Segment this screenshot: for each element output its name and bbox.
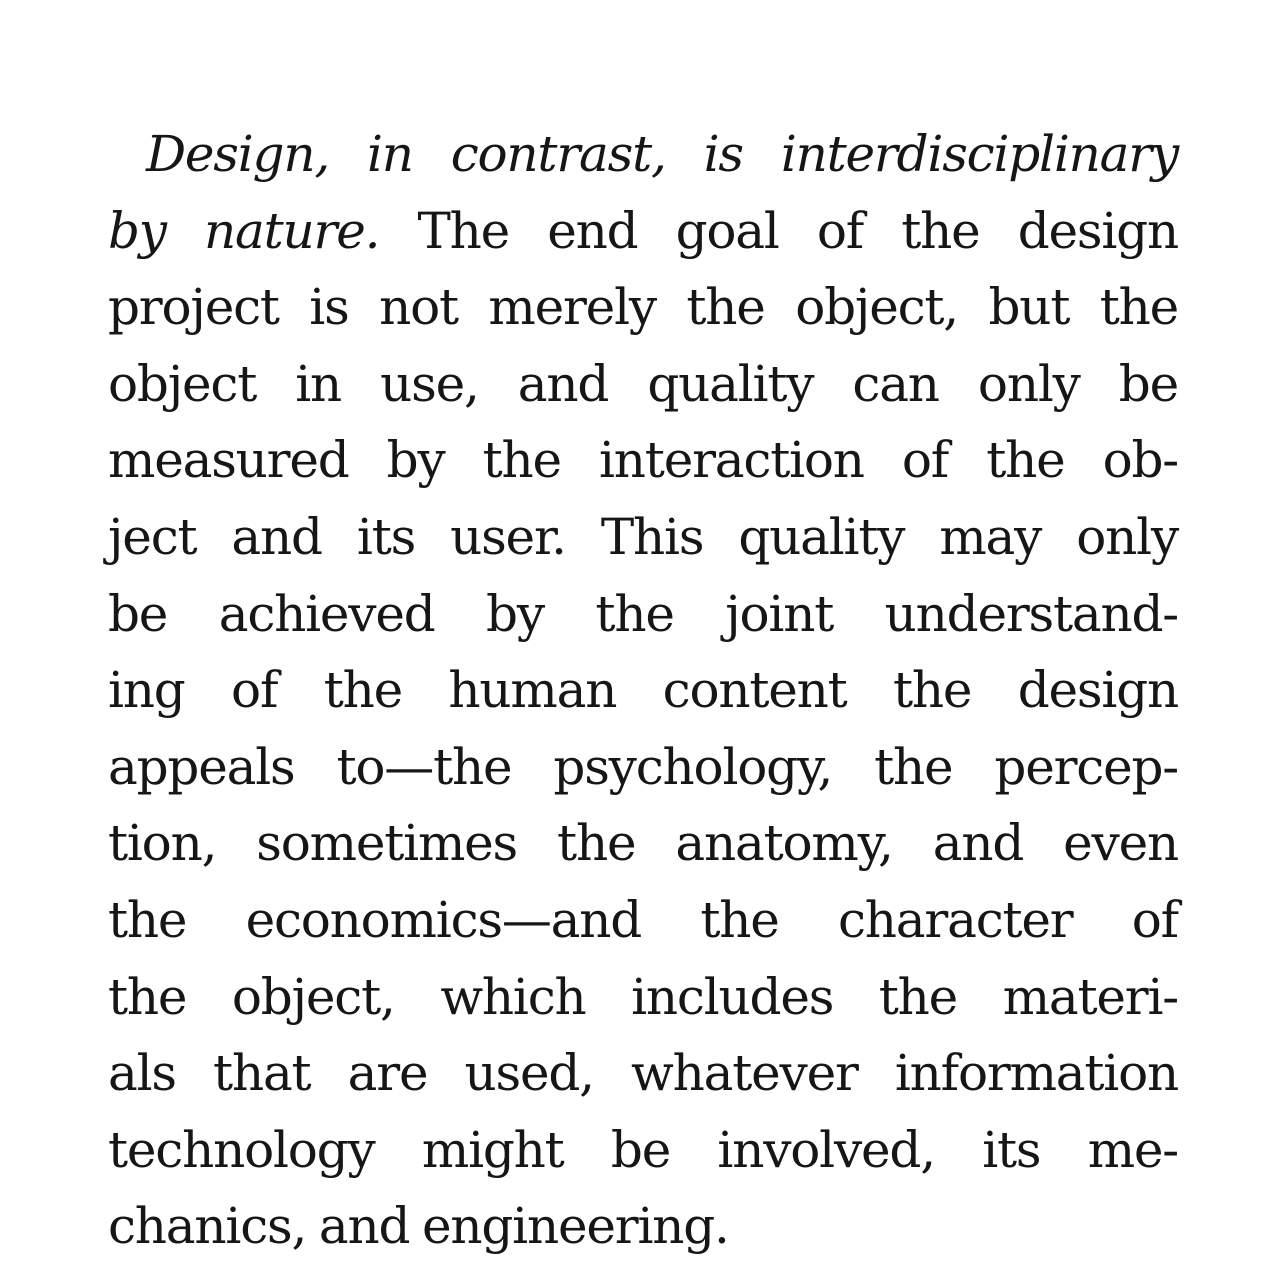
body-text: technology might be involved, its me- bbox=[108, 1120, 1178, 1179]
body-text: the economics—and the character of bbox=[108, 890, 1178, 949]
body-text: ing of the human content the design bbox=[108, 661, 1178, 720]
text-line-14 bbox=[108, 1112, 1178, 1189]
body-text: appeals to—the psychology, the percep- bbox=[108, 737, 1178, 796]
text-line-15 bbox=[108, 1188, 1178, 1265]
text-line-10 bbox=[108, 805, 1178, 882]
text-line-4 bbox=[108, 346, 1178, 423]
text-line-5 bbox=[108, 422, 1178, 499]
body-text: project is not merely the object, but the bbox=[108, 278, 1178, 337]
text-line-8 bbox=[108, 652, 1178, 729]
text-line-7 bbox=[108, 576, 1178, 653]
body-text: chanics, and engineering. bbox=[108, 1197, 729, 1256]
text-line-6 bbox=[108, 499, 1178, 576]
emphasis-text: by nature. bbox=[108, 201, 380, 260]
body-text: tion, sometimes the anatomy, and even bbox=[108, 814, 1178, 873]
text-line-9 bbox=[108, 729, 1178, 806]
body-text: The end goal of the design bbox=[379, 201, 1178, 260]
body-text: the object, which includes the materi- bbox=[108, 967, 1178, 1026]
text-page bbox=[108, 116, 1178, 1265]
text-line-13 bbox=[108, 1035, 1178, 1112]
body-text: be achieved by the joint understand- bbox=[108, 584, 1178, 643]
text-line-2 bbox=[108, 193, 1178, 270]
text-line-12 bbox=[108, 959, 1178, 1036]
body-text: measured by the interaction of the ob- bbox=[108, 431, 1178, 490]
body-text: object in use, and quality can only be bbox=[108, 354, 1178, 413]
body-text: als that are used, whatever information bbox=[108, 1044, 1178, 1103]
text-line-1 bbox=[108, 116, 1178, 193]
text-line-3 bbox=[108, 269, 1178, 346]
body-text: ject and its user. This quality may only bbox=[108, 507, 1178, 566]
emphasis-text: Design, in contrast, is interdisciplinary bbox=[146, 125, 1178, 183]
text-line-11 bbox=[108, 882, 1178, 959]
